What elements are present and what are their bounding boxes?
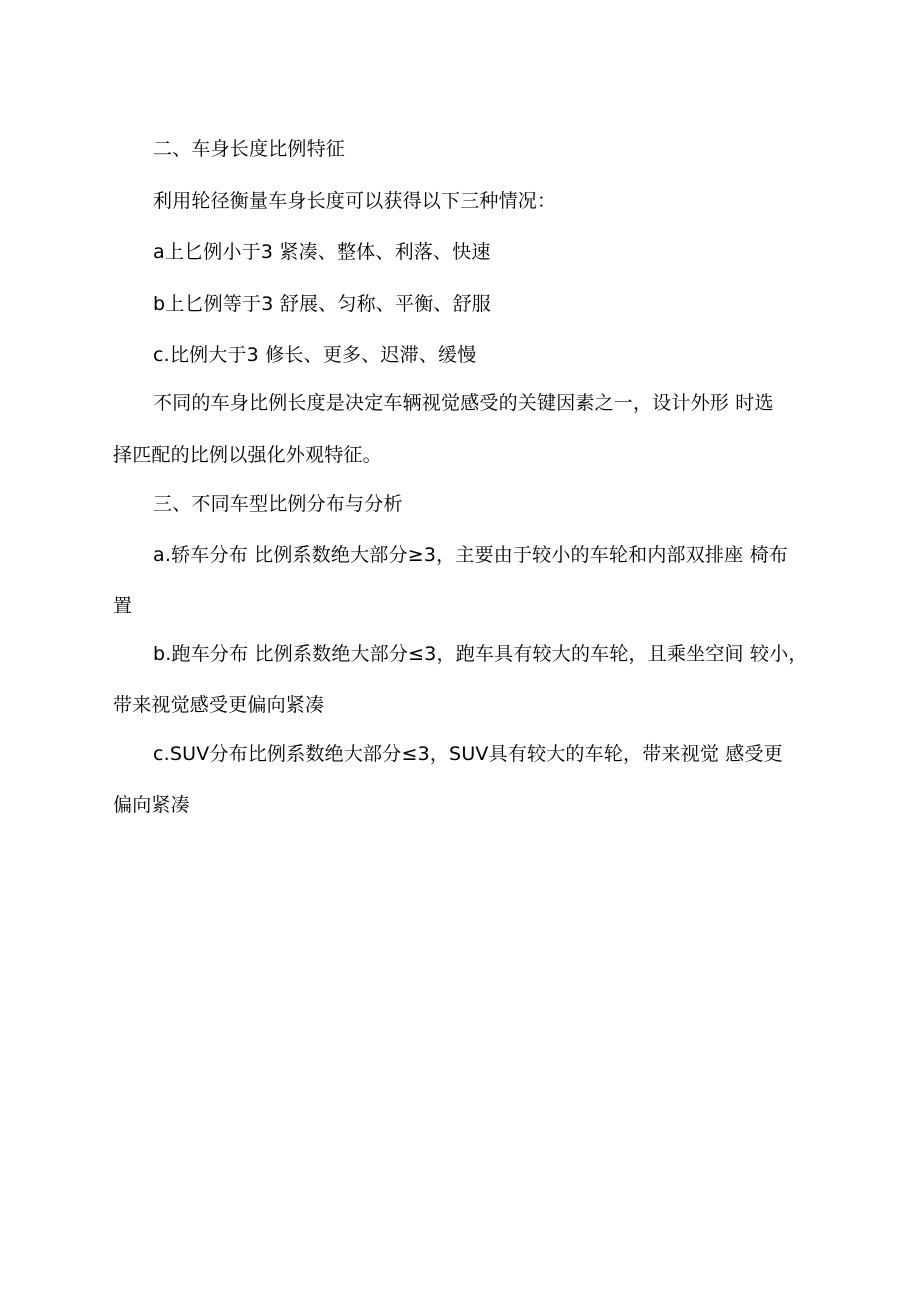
paragraph-sedan-line-1: a.轿车分布 比例系数绝大部分≥3，主要由于较小的车轮和内部双排座 椅布 xyxy=(153,544,788,566)
paragraph-sedan-line-2: 置 xyxy=(113,595,133,617)
paragraph-sports-car-line-2: 带来视觉感受更偏向紧凑 xyxy=(113,694,325,716)
paragraph-summary-line-1: 不同的车身比例长度是决定车辆视觉感受的关键因素之一，设计外形 时选 xyxy=(153,392,774,414)
paragraph-suv-line-2: 偏向紧凑 xyxy=(113,794,190,816)
paragraph-sports-car-line-1: b.跑车分布 比例系数绝大部分≤3，跑车具有较大的车轮，且乘坐空间 较小， xyxy=(153,643,808,665)
paragraph-intro: 利用轮径衡量车身长度可以获得以下三种情况： xyxy=(153,190,557,212)
list-item-a: a上匕例小于3 紧凑、整体、利落、快速 xyxy=(153,241,491,263)
list-item-b: b上匕例等于3 舒展、匀称、平衡、舒服 xyxy=(153,293,491,315)
section-heading-model-ratio: 三、不同车型比例分布与分析 xyxy=(153,493,403,515)
section-heading-body-length-ratio: 二、车身长度比例特征 xyxy=(153,138,346,160)
list-item-c: c.比例大于3 修长、更多、迟滞、缓慢 xyxy=(153,344,477,366)
paragraph-summary-line-2: 择匹配的比例以强化外观特征。 xyxy=(113,444,382,466)
paragraph-suv-line-1: c.SUV分布比例系数绝大部分≤3，SUV具有较大的车轮，带来视觉 感受更 xyxy=(153,743,783,765)
